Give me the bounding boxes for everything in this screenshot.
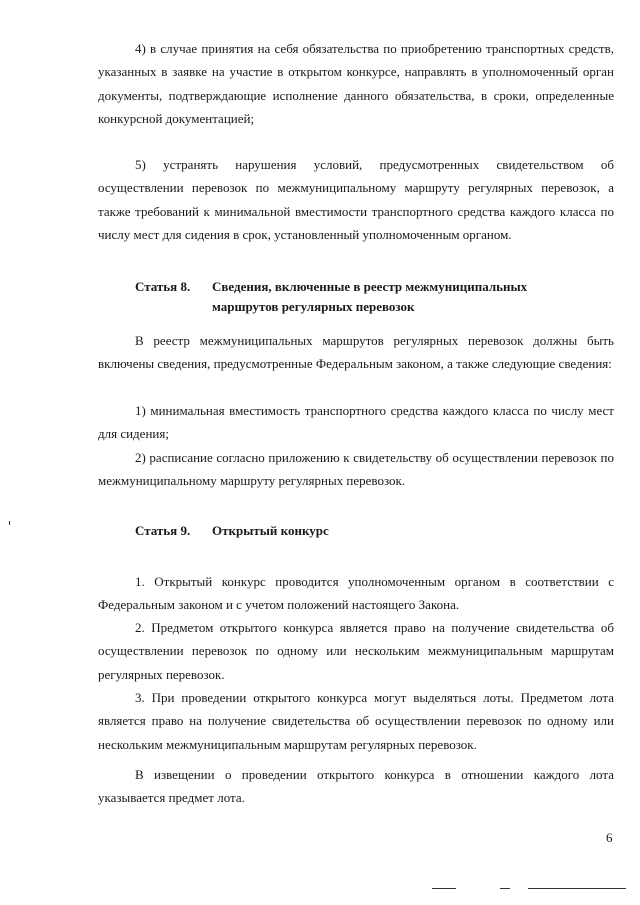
article-8-title-line1: Сведения, включенные в реестр межмуниципальных: [212, 279, 528, 294]
article-9-title: Открытый конкурс: [212, 523, 329, 538]
article-9-paragraph-1: 1. Открытый конкурс проводится уполномоченным органом в соответствии с Федеральным законом и с учетом положений настоящего Закона.: [98, 574, 614, 613]
article-9-paragraph-2: 2. Предметом открытого конкурса является право на получение свидетельства об осуществлении перевозок по одному или нескольким межмуниципальным маршрутам регулярных перевозок.: [98, 620, 614, 682]
scan-line-2: [500, 888, 510, 889]
page-number: 6: [606, 830, 613, 845]
article-9-number: Статья 9.: [135, 523, 191, 538]
article-9-paragraph-3: 3. При проведении открытого конкурса могут выделяться лоты. Предметом лота является право на получение свидетельства об осуществлении перевозок по одному или нескольким межмуниципальным маршрутам регулярных перевозок.: [98, 690, 614, 752]
article-8-paragraph-3: 2) расписание согласно приложению к свидетельству об осуществлении перевозок по межмуниципальному маршруту регулярных перевозок.: [98, 450, 614, 489]
article-8-title-line2: маршрутов регулярных перевозок: [212, 299, 415, 314]
article-8-paragraph-1: В реестр межмуниципальных маршрутов регулярных перевозок должны быть включены сведения, предусмотренные Федеральным законом, а также следующие сведения:: [98, 333, 614, 372]
article-9-heading: [135, 521, 329, 541]
scan-line-1: [432, 888, 456, 889]
article-8-paragraph-2: 1) минимальная вместимость транспортного средства каждого класса по числу мест для сидения;: [98, 403, 614, 442]
article-8-heading: [135, 277, 527, 317]
paragraph-item-4: 4) в случае принятия на себя обязательства по приобретению транспортных средств, указанных в заявке на участие в открытом конкурсе, направлять в уполномоченный орган документы, подтверждающие исполнение данного обязательства, в сроки, определенные конкурсной документацией;: [98, 41, 614, 126]
article-8-number: Статья 8.: [135, 279, 191, 294]
paragraph-item-5: 5) устранять нарушения условий, предусмотренных свидетельством об осуществлении перевозок по межмуниципальному маршруту регулярных перевозок, а также требований к минимальной вместимости транспортного средства каждого класса по числу мест для сидения в срок, установленный уполномоченным органом.: [98, 157, 614, 242]
scan-line-3: [528, 888, 626, 889]
article-9-paragraph-4: В извещении о проведении открытого конкурса в отношении каждого лота указывается предмет лота.: [98, 767, 614, 806]
scan-mark-left: [9, 521, 10, 525]
